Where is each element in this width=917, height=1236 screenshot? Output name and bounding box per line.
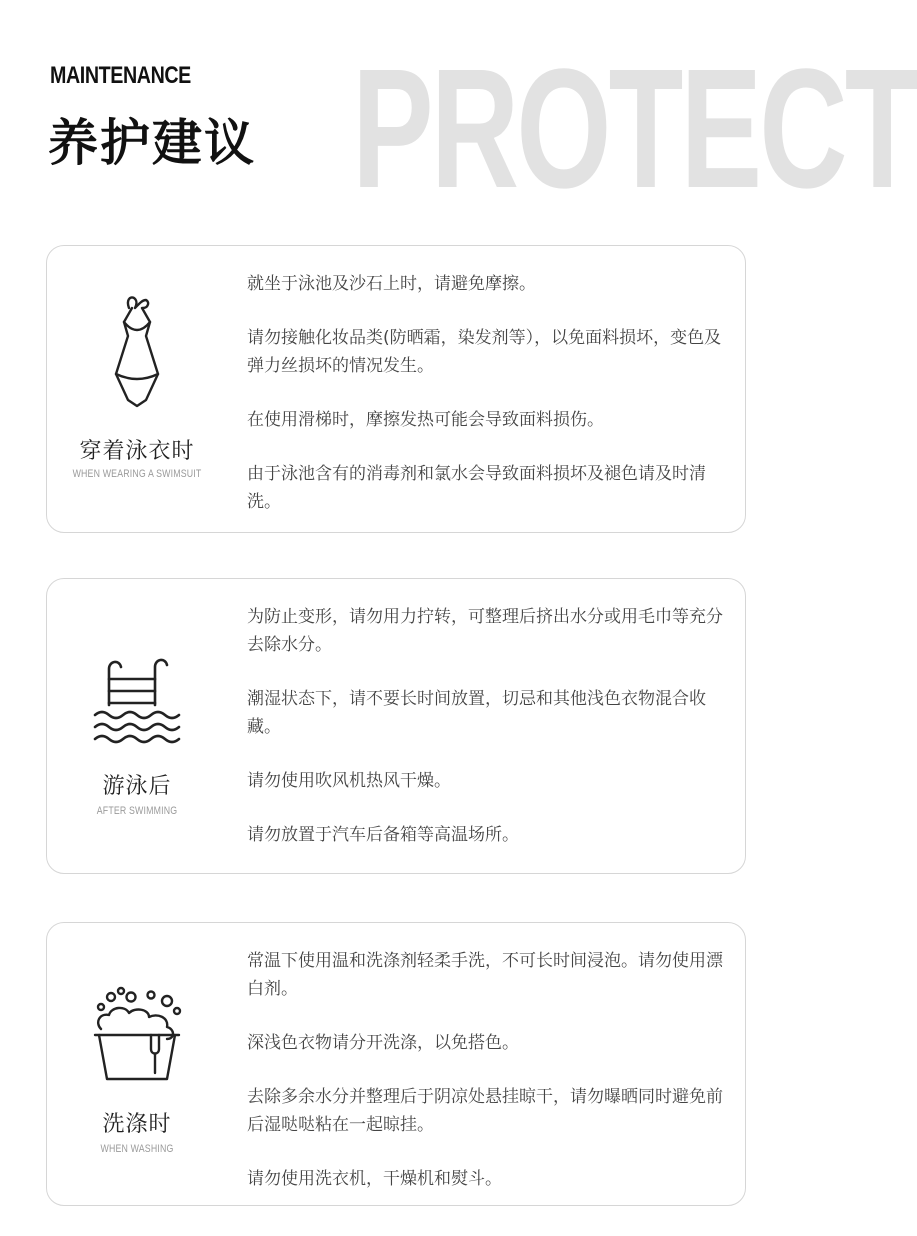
card-title: 穿着泳衣时 bbox=[79, 439, 195, 464]
card-text bbox=[247, 947, 729, 1193]
care-tip: 请勿使用洗衣机，干燥机和熨斗。 bbox=[247, 1169, 502, 1189]
care-tip: 潮湿状态下，请不要长时间放置，切忌和其他浅色衣物混合收藏。 bbox=[247, 689, 706, 737]
card-subtitle: AFTER SWIMMING bbox=[96, 805, 178, 817]
swimsuit-icon bbox=[102, 294, 172, 412]
card-subtitle: WHEN WASHING bbox=[100, 1143, 174, 1155]
care-card-wearing bbox=[46, 245, 746, 533]
card-text bbox=[247, 270, 729, 516]
care-tip: 在使用滑梯时，摩擦发热可能会导致面料损伤。 bbox=[247, 410, 604, 430]
care-tip: 就坐于泳池及沙石上时，请避免摩擦。 bbox=[247, 274, 536, 294]
care-tip: 请勿接触化妆品类(防晒霜，染发剂等），以免面料损坏，变色及弹力丝损坏的情况发生。 bbox=[247, 328, 722, 376]
header-english-title: MAINTENANCE bbox=[50, 62, 191, 89]
care-card-after-swimming bbox=[46, 578, 746, 874]
card-label-area bbox=[47, 579, 227, 873]
care-tip: 去除多余水分并整理后于阴凉处悬挂晾干，请勿曝晒同时避免前后湿哒哒粘在一起晾挂。 bbox=[247, 1087, 723, 1135]
card-label-area bbox=[47, 246, 227, 532]
card-label-area bbox=[47, 923, 227, 1205]
pool-ladder-icon bbox=[91, 653, 183, 745]
care-tip: 常温下使用温和洗涤剂轻柔手洗，不可长时间浸泡。请勿使用漂白剂。 bbox=[247, 951, 723, 999]
background-word-protect: PROTECT bbox=[352, 34, 917, 224]
page-title: 养护建议 bbox=[48, 114, 256, 172]
care-tip: 深浅色衣物请分开洗涤，以免搭色。 bbox=[247, 1033, 519, 1053]
card-title: 洗涤时 bbox=[102, 1112, 172, 1137]
card-text bbox=[247, 603, 729, 849]
card-subtitle: WHEN WEARING A SWIMSUIT bbox=[72, 468, 202, 480]
care-tip: 由于泳池含有的消毒剂和氯水会导致面料损坏及褪色请及时清洗。 bbox=[247, 464, 706, 512]
care-tip: 请勿使用吹风机热风干燥。 bbox=[247, 771, 451, 791]
care-tip: 为防止变形，请勿用力拧转，可整理后挤出水分或用毛巾等充分去除水分。 bbox=[247, 607, 723, 655]
care-card-washing bbox=[46, 922, 746, 1206]
wash-basin-icon bbox=[87, 983, 187, 1087]
care-tip: 请勿放置于汽车后备箱等高温场所。 bbox=[247, 825, 519, 845]
card-title: 游泳后 bbox=[102, 774, 172, 799]
